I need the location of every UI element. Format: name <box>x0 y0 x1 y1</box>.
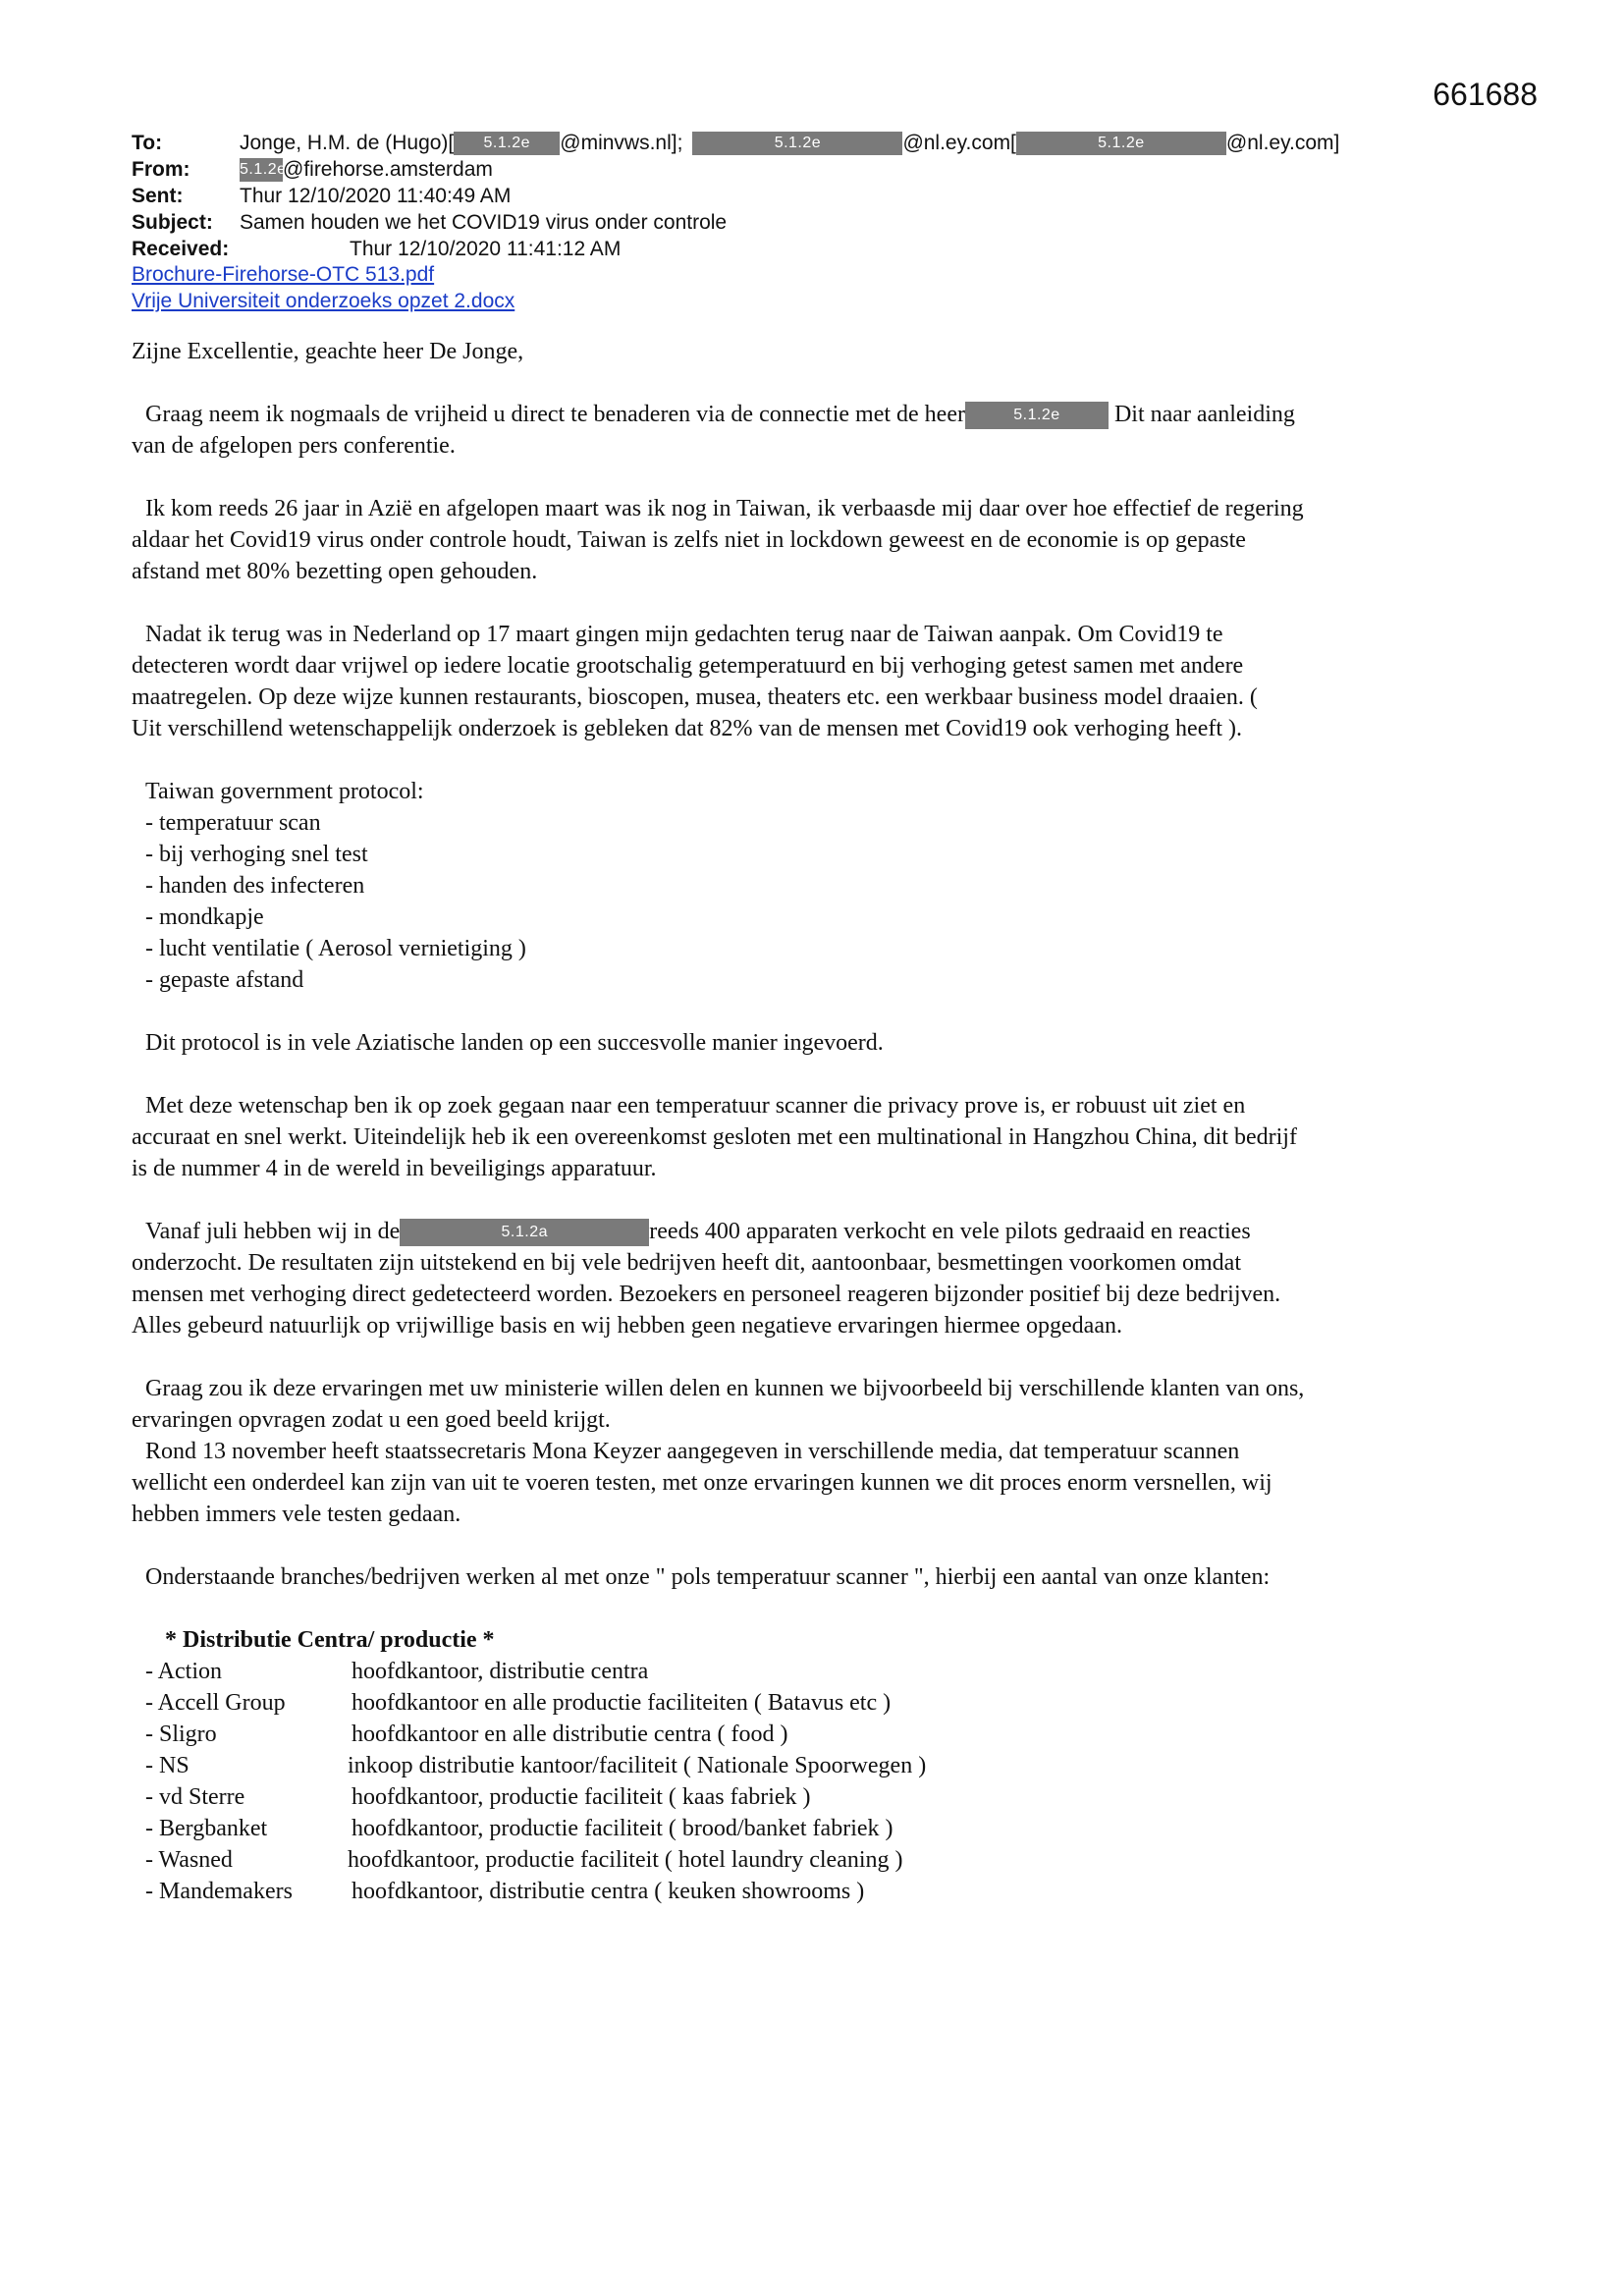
list-item: - handen des infecteren <box>145 873 365 899</box>
client-name: - Wasned <box>145 1847 233 1873</box>
paragraph-line: Uit verschillend wetenschappelijk onderzoek is gebleken dat 82% van de mensen met Covid19 ook verhoging heeft ). <box>132 716 1243 741</box>
list-item: - mondkapje <box>145 904 264 930</box>
protocol-title: Taiwan government protocol: <box>145 779 424 804</box>
paragraph-line: aldaar het Covid19 virus onder controle houdt, Taiwan is zelfs niet in lockdown geweest en de economie is op gepaste <box>132 527 1246 553</box>
paragraph-line: is de nummer 4 in de wereld in beveiligings apparatuur. <box>132 1156 657 1181</box>
sent-row <box>132 183 1506 209</box>
received-row <box>132 236 1506 262</box>
document-id: 661688 <box>1433 77 1538 112</box>
paragraph-text: Graag neem ik nogmaals de vrijheid u direct te benaderen via de connectie met de heer <box>145 402 965 427</box>
client-desc: hoofdkantoor, distributie centra ( keuken showrooms ) <box>352 1879 865 1904</box>
branch-title: * Distributie Centra/ productie * <box>165 1627 495 1653</box>
paragraph-line: van de afgelopen pers conferentie. <box>132 433 456 459</box>
redaction-box: 5.1.2a <box>400 1219 649 1246</box>
subject-label: Subject: <box>132 211 213 234</box>
list-item: - lucht ventilatie ( Aerosol vernietiging ) <box>145 936 526 961</box>
paragraph-line: ervaringen opvragen zodat u een goed beeld krijgt. <box>132 1407 611 1433</box>
list-item <box>132 1813 1506 1844</box>
client-desc: hoofdkantoor, productie faciliteit ( hotel laundry cleaning ) <box>348 1847 903 1873</box>
attachment-link-research[interactable]: Vrije Universiteit onderzoeks opzet 2.docx <box>132 290 515 312</box>
paragraph-text: Dit naar aanleiding <box>1108 402 1295 427</box>
attachment-link-brochure[interactable]: Brochure-Firehorse-OTC 513.pdf <box>132 263 435 286</box>
to-name: Jonge, H.M. de (Hugo)[ <box>240 132 455 154</box>
redaction-box: 5.1.2e <box>240 158 283 182</box>
from-label: From: <box>132 158 190 181</box>
paragraph-line: Rond 13 november heeft staatssecretaris Mona Keyzer aangegeven in verschillende media, dat temperatuur scannen <box>145 1439 1240 1464</box>
paragraph-line: afstand met 80% bezetting open gehouden. <box>132 559 538 584</box>
email-body <box>132 336 1506 1907</box>
paragraph-line: Alles gebeurd natuurlijk op vrijwillige basis en wij hebben geen negatieve ervaringen hiermee opgedaan. <box>132 1313 1122 1339</box>
from-value <box>240 156 493 183</box>
paragraph <box>132 399 1506 430</box>
subject-row <box>132 209 1506 236</box>
paragraph-line: Dit protocol is in vele Aziatische landen op een succesvolle manier ingevoerd. <box>145 1030 884 1056</box>
client-name: - Accell Group <box>145 1690 286 1716</box>
list-item <box>132 1687 1506 1719</box>
paragraph-line: Ik kom reeds 26 jaar in Azië en afgelopen maart was ik nog in Taiwan, ik verbaasde mij daar over hoe effectief de regering <box>145 496 1304 521</box>
client-desc: hoofdkantoor, productie faciliteit ( kaas fabriek ) <box>352 1784 811 1810</box>
client-name: - Mandemakers <box>145 1879 293 1904</box>
client-desc: hoofdkantoor, productie faciliteit ( brood/banket fabriek ) <box>352 1816 893 1841</box>
from-row <box>132 156 1506 183</box>
client-desc: hoofdkantoor en alle productie faciliteiten ( Batavus etc ) <box>352 1690 892 1716</box>
paragraph-line: accuraat en snel werkt. Uiteindelijk heb ik een overeenkomst gesloten met een multinational in Hangzhou China, dit bedrijf <box>132 1124 1297 1150</box>
to-label: To: <box>132 132 163 154</box>
list-item <box>132 1719 1506 1750</box>
paragraph-line: Graag zou ik deze ervaringen met uw ministerie willen delen en kunnen we bijvoorbeeld bij verschillende klanten van ons, <box>145 1376 1305 1401</box>
paragraph-line: hebben immers vele testen gedaan. <box>132 1502 461 1527</box>
paragraph-line: onderzocht. De resultaten zijn uitstekend en bij vele bedrijven heeft dit, aantoonbaar, besmettingen voorkomen omdat <box>132 1250 1242 1276</box>
redaction-box: 5.1.2e <box>454 132 560 155</box>
list-item <box>132 1876 1506 1907</box>
client-name: - vd Sterre <box>145 1784 245 1810</box>
to-domain-1: @minvws.nl]; <box>560 132 683 154</box>
list-item: - bij verhoging snel test <box>145 842 368 867</box>
received-value: Thur 12/10/2020 11:41:12 AM <box>350 238 622 260</box>
list-item: - gepaste afstand <box>145 967 304 993</box>
to-domain-2: @nl.ey.com[ <box>902 132 1016 154</box>
salutation: Zijne Excellentie, geachte heer De Jonge, <box>132 339 524 364</box>
to-value <box>240 130 1339 156</box>
paragraph-text: reeds 400 apparaten verkocht en vele pilots gedraaid en reacties <box>649 1219 1251 1244</box>
paragraph <box>132 1216 1506 1247</box>
paragraph-text: Vanaf juli hebben wij in de <box>145 1219 401 1244</box>
client-desc: hoofdkantoor en alle distributie centra ( food ) <box>352 1722 788 1747</box>
client-name: - Sligro <box>145 1722 217 1747</box>
client-name: - NS <box>145 1753 189 1778</box>
paragraph-line: maatregelen. Op deze wijze kunnen restaurants, bioscopen, musea, theaters etc. een werkbaar business model draaien. ( <box>132 684 1258 710</box>
client-name: - Action <box>145 1659 222 1684</box>
list-item <box>132 1656 1506 1687</box>
from-domain: @firehorse.amsterdam <box>283 158 493 181</box>
email-header <box>132 130 1506 262</box>
sent-label: Sent: <box>132 185 184 207</box>
client-desc: hoofdkantoor, distributie centra <box>352 1659 649 1684</box>
client-name: - Bergbanket <box>145 1816 268 1841</box>
list-item: - temperatuur scan <box>145 810 321 836</box>
paragraph-line: mensen met verhoging direct gedetecteerd worden. Bezoekers en personeel reageren bijzonder positief bij deze bedrijven. <box>132 1282 1281 1307</box>
list-item <box>132 1844 1506 1876</box>
subject-value: Samen houden we het COVID19 virus onder controle <box>240 211 728 234</box>
attachments-list <box>132 261 514 314</box>
paragraph-line: wellicht een onderdeel kan zijn van uit te voeren testen, met onze ervaringen kunnen we dit proces enorm versnellen, wij <box>132 1470 1272 1496</box>
redaction-box: 5.1.2e <box>692 132 902 155</box>
to-domain-3: @nl.ey.com] <box>1225 132 1340 154</box>
paragraph-line: Onderstaande branches/bedrijven werken al met onze " pols temperatuur scanner ", hierbij een aantal van onze klanten: <box>145 1564 1271 1590</box>
to-row <box>132 130 1506 156</box>
redaction-box: 5.1.2e <box>1016 132 1226 155</box>
paragraph-line: Met deze wetenschap ben ik op zoek gegaan naar een temperatuur scanner die privacy prove is, er robuust uit ziet en <box>145 1093 1246 1119</box>
paragraph-line: detecteren wordt daar vrijwel op iedere locatie grootschalig getemperatuurd en bij verhoging getest samen met andere <box>132 653 1244 679</box>
received-label: Received: <box>132 238 230 260</box>
client-desc: inkoop distributie kantoor/faciliteit ( Nationale Spoorwegen ) <box>348 1753 927 1778</box>
list-item <box>132 1781 1506 1813</box>
sent-value: Thur 12/10/2020 11:40:49 AM <box>240 185 512 207</box>
list-item <box>132 1750 1506 1781</box>
redaction-box: 5.1.2e <box>965 402 1109 429</box>
paragraph-line: Nadat ik terug was in Nederland op 17 maart gingen mijn gedachten terug naar de Taiwan aanpak. Om Covid19 te <box>145 622 1223 647</box>
